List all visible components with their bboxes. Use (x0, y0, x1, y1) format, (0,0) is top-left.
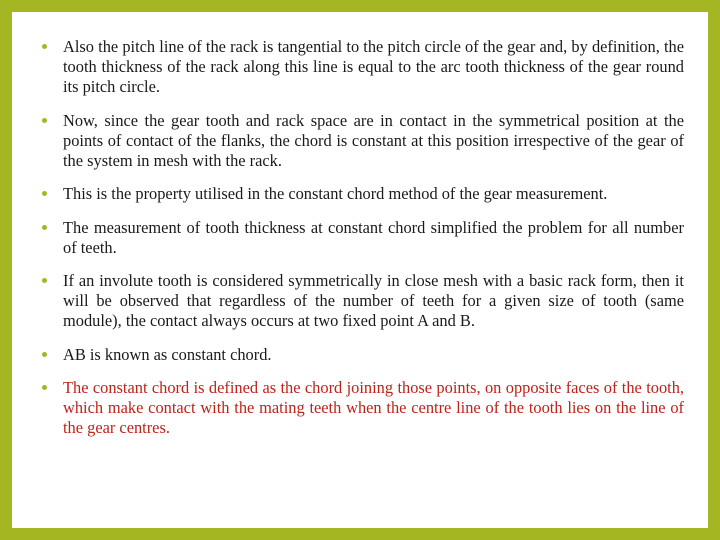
bullet-dot-icon (42, 352, 47, 357)
bullet-list (40, 37, 684, 452)
bullet-text: AB is known as constant chord. (63, 344, 272, 364)
bullet-text: The constant chord is defined as the chord joining those points, on opposite faces of the tooth, which make contact with the mating teeth when the centre line of the tooth lies on the line of the gear centres. (63, 378, 684, 437)
bullet-text: Now, since the gear tooth and rack space are in contact in the symmetrical position at the points of contact of the flanks, the chord is constant at this position irrespective of the gear of the system in mesh with the rack. (63, 110, 684, 170)
bullet-text: This is the property utilised in the constant chord method of the gear measurement. (63, 184, 608, 203)
bullet-item-4 (40, 218, 684, 258)
bullet-dot-icon (42, 118, 47, 123)
bullet-text: If an involute tooth is considered symmetrically in close mesh with a basic rack form, then it will be observed that regardless of the number of teeth for a given size of tooth (same module), the contact always occurs at two fixed point A and B. (63, 271, 684, 330)
bullet-item-1 (40, 37, 684, 97)
bullet-dot-icon (42, 225, 47, 230)
bullet-dot-icon (42, 385, 47, 390)
bullet-dot-icon (42, 44, 47, 49)
bullet-item-2 (40, 111, 684, 171)
bullet-dot-icon (42, 191, 47, 196)
bullet-item-5 (40, 271, 684, 331)
bullet-item-7-definition (40, 378, 684, 438)
bullet-text: The measurement of tooth thickness at constant chord simplified the problem for all number of teeth. (63, 217, 684, 257)
slide-page (12, 12, 708, 528)
bullet-dot-icon (42, 278, 47, 283)
bullet-item-6 (40, 345, 684, 365)
bullet-item-3 (40, 184, 684, 204)
bullet-text: Also the pitch line of the rack is tangential to the pitch circle of the gear and, by definition, the tooth thickness of the rack along this line is equal to the arc tooth thickness of the gear round its pitch circle. (63, 37, 684, 96)
